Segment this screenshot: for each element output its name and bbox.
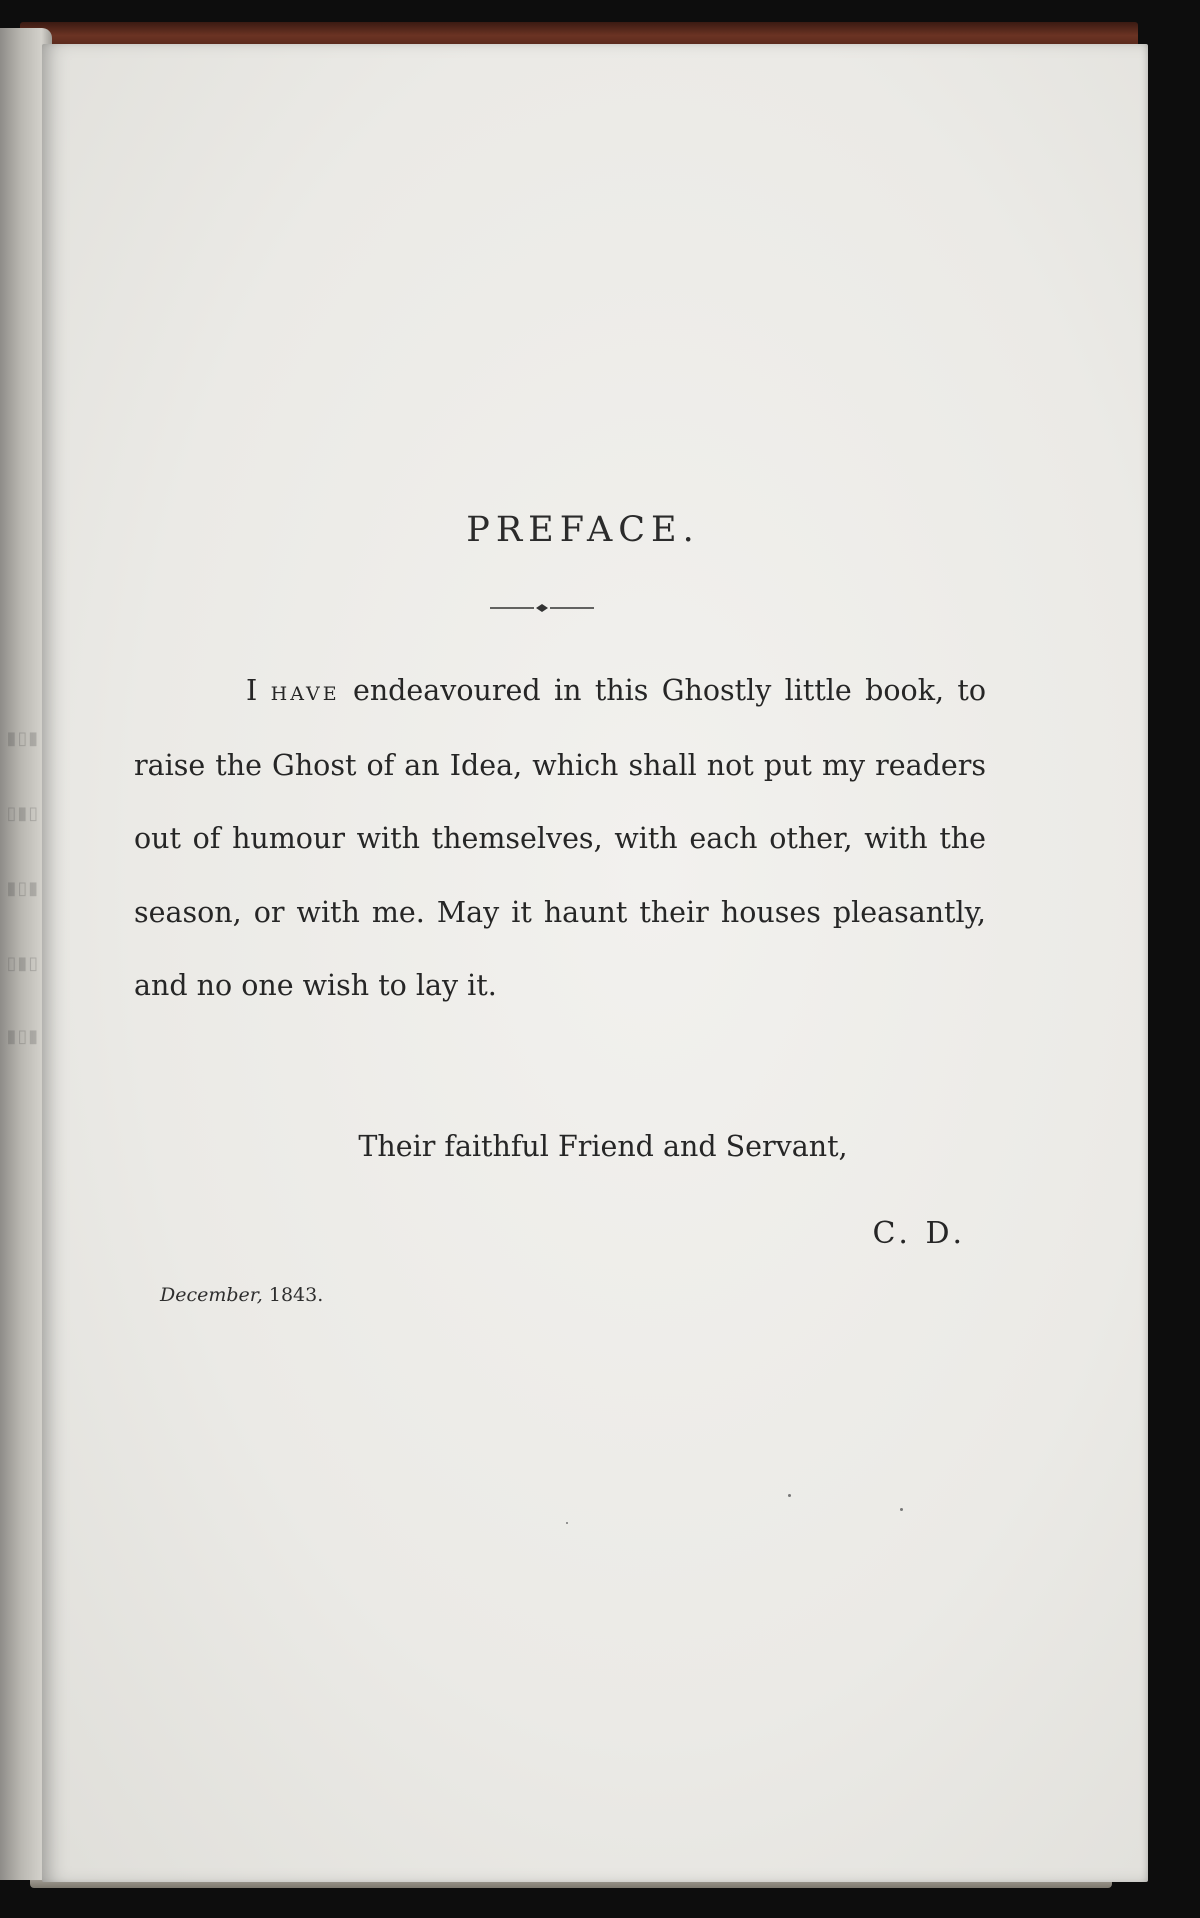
paper-speck [566, 1522, 568, 1524]
show-through-text: ▯▮▯ [5, 803, 38, 824]
date-year: 1843. [268, 1284, 324, 1306]
ornament-icon [490, 602, 594, 614]
paper-speck [900, 1508, 903, 1511]
dateline [160, 1284, 323, 1306]
show-through-text: ▮▯▮ [5, 878, 38, 899]
book-page [42, 44, 1148, 1882]
show-through-text: ▮▯▮ [5, 1026, 38, 1047]
signature: C. D. [872, 1216, 966, 1251]
show-through-text: ▯▮▯ [5, 953, 38, 974]
opening-word: I [246, 674, 258, 707]
page-title: PREFACE. [466, 510, 700, 550]
smallcaps-word: have [270, 676, 340, 707]
preface-paragraph [134, 654, 986, 1023]
paragraph-text: endeavoured in this Ghostly little book, to raise the Ghost of an Idea, which shall not put my readers out of humour with themselves, with each other, with the season, or with me. May it haunt their houses pleasantly, and no one wish to lay it. [134, 674, 987, 1003]
paper-speck [788, 1494, 791, 1497]
closing-text: Their faithful Friend and Servant, [358, 1130, 848, 1163]
show-through-text: ▮▯▮ [5, 728, 38, 749]
closing-line [42, 1130, 1124, 1163]
date-month: December, [160, 1284, 263, 1306]
